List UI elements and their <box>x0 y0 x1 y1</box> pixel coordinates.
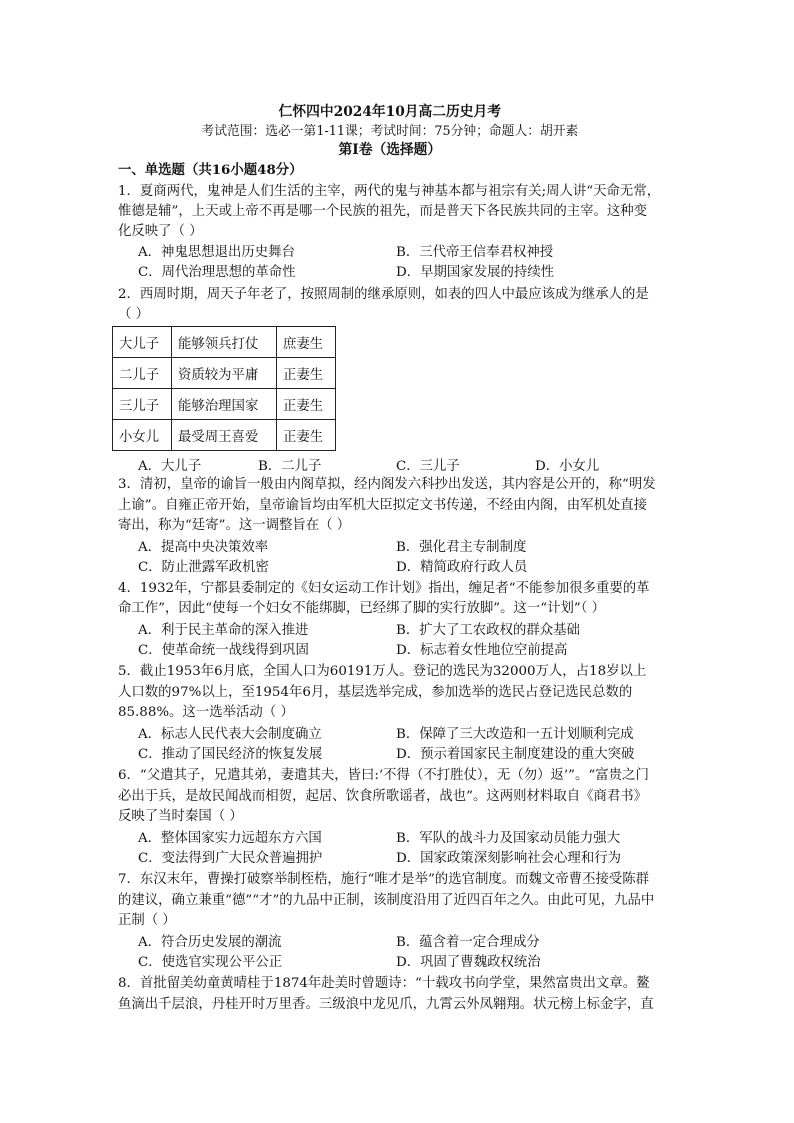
q5-stem-line: 人口数的97%以上，至1954年6月，基层选举完成，参加选举的选民占登记选民总数的 <box>118 685 633 700</box>
exam-meta: 考试范围：选必一第1-11课；考试时间：75分钟；命题人：胡开素 <box>201 124 579 139</box>
table-row <box>113 389 336 420</box>
q3-stem-line: 3．清初，皇帝的谕旨一般由内阁草拟，经内阁发六科抄出发送，其内容是公开的，称“明发 <box>118 477 656 492</box>
table-row <box>113 327 336 358</box>
q5-stem-line: 85.88%。这一选举活动（ ） <box>118 705 294 720</box>
q2-option-d: D．小女儿 <box>535 459 600 474</box>
table-cell: 能够领兵打仗 <box>172 327 277 358</box>
q4-option-c: C．使革命统一战线得到巩固 <box>138 643 309 658</box>
q4-option-b: B．扩大了工农政权的群众基础 <box>396 623 580 638</box>
exam-title: 仁怀四中2024年10月高二历史月考 <box>278 104 502 120</box>
q3-stem-line: 寄出，称为“廷寄”。这一调整旨在（ ） <box>118 518 351 533</box>
section-heading: 一、单选题（共16小题48分） <box>118 162 303 178</box>
table-cell: 庶妻生 <box>277 327 336 358</box>
q6-stem-line: 必出于兵，是故民闻战而相贺，起居、饮食所歌谣者，战也”。这两则材料取自《商君书》 <box>118 789 648 804</box>
table-cell: 二儿子 <box>113 358 172 389</box>
q4-stem-line: 命工作”，因此“使每一个妇女不能绑脚，已经绑了脚的实行放脚”。这一“计划”（ ） <box>118 601 606 616</box>
q5-stem-line: 5．截止1953年6月底，全国人口为60191万人。登记的选民为32000万人，占18岁以上 <box>118 664 647 679</box>
q5-option-c: C．推动了国民经济的恢复发展 <box>138 747 323 762</box>
q6-option-a: A．整体国家实力远超东方六国 <box>138 831 322 846</box>
q2-stem-line: （ ） <box>118 307 150 322</box>
q7-stem-line: 正制（ ） <box>118 913 176 928</box>
q1-stem-line: 化反映了（ ） <box>118 224 203 239</box>
q2-stem-line: 2．西周时期，周天子年老了，按照周制的继承原则，如表的四人中最应该成为继承人的是 <box>118 287 649 302</box>
q6-option-d: D．国家政策深刻影响社会心理和行为 <box>396 851 621 866</box>
q1-option-a: A．神鬼思想退出历史舞台 <box>138 245 295 260</box>
q4-stem-line: 4．1932年，宁都县委制定的《妇女运动工作计划》指出，缠足者“不能参加很多重要的革 <box>118 581 650 596</box>
table-row <box>113 420 336 451</box>
table-cell: 能够治理国家 <box>172 389 277 420</box>
volume-heading: 第Ⅰ卷（选择题） <box>338 142 442 158</box>
q3-option-d: D．精简政府行政人员 <box>396 560 528 575</box>
q8-stem-line: 8．首批留美幼童黄晴桂于1874年赴美时曾题诗：“十载攻书向学堂，果然富贵出文章。鳌 <box>118 976 650 991</box>
q1-stem-line: 1．夏商两代，鬼神是人们生活的主宰，两代的鬼与神基本都与祖宗有关;周人讲“天命无常， <box>118 184 661 199</box>
table-cell: 小女儿 <box>113 420 172 451</box>
q4-option-a: A．利于民主革命的深入推进 <box>138 623 309 638</box>
q1-stem-line: 惟德是辅”，上天或上帝不再是哪一个民族的祖先，而是普天下各民族共同的主宰。这种变 <box>118 204 648 219</box>
table-cell: 正妻生 <box>277 420 336 451</box>
table-cell: 正妻生 <box>277 389 336 420</box>
q7-option-c: C．使选官实现公平公正 <box>138 955 283 970</box>
q7-option-d: D．巩固了曹魏政权统治 <box>396 955 541 970</box>
q1-option-c: C．周代治理思想的革命性 <box>138 265 296 280</box>
table-cell: 资质较为平庸 <box>172 358 277 389</box>
q7-option-b: B．蕴含着一定合理成分 <box>396 935 540 950</box>
q2-option-c: C．三儿子 <box>396 459 460 474</box>
table-cell: 最受周王喜爱 <box>172 420 277 451</box>
q7-stem-line: 7．东汉末年，曹操打破察举制桎梏，施行“唯才是举”的选官制度。而魏文帝曹丕接受陈群 <box>118 872 650 887</box>
q3-stem-line: 上谕”。自雍正帝开始，皇帝谕旨均由军机大臣拟定文书传递，不经由内阁，由军机处直接 <box>118 498 648 513</box>
q8-stem-line: 鱼滴出千层浪，丹桂开时万里香。三级浪中龙见爪，九霄云外凤翱翔。状元榜上标金字，直 <box>118 997 654 1012</box>
table-cell: 大儿子 <box>113 327 172 358</box>
q2-option-a: A．大儿子 <box>138 459 202 474</box>
q1-option-d: D．早期国家发展的持续性 <box>396 265 555 280</box>
q6-stem-line: 6．“父遣其子，兄遣其弟，妻遣其夫，皆曰:‘不得（不打胜仗），无（勿）返’”。“富贵之门 <box>118 768 649 783</box>
q3-option-c: C．防止泄露军政机密 <box>138 560 269 575</box>
q6-option-c: C．变法得到广大民众普遍拥护 <box>138 851 323 866</box>
table-row <box>113 358 336 389</box>
q5-option-b: B．保障了三大改造和一五计划顺利完成 <box>396 727 634 742</box>
q3-option-b: B．强化君主专制制度 <box>396 540 527 555</box>
q6-stem-line: 反映了当时秦国（ ） <box>118 809 243 824</box>
q6-option-b: B．军队的战斗力及国家动员能力强大 <box>396 831 621 846</box>
table-cell: 正妻生 <box>277 358 336 389</box>
succession-table <box>112 326 336 451</box>
table-cell: 三儿子 <box>113 389 172 420</box>
q2-option-b: B．二儿子 <box>258 459 322 474</box>
q1-option-b: B．三代帝王信奉君权神授 <box>396 245 554 260</box>
q7-option-a: A．符合历史发展的潮流 <box>138 935 282 950</box>
q5-option-a: A．标志人民代表大会制度确立 <box>138 727 322 742</box>
q3-option-a: A．提高中央决策效率 <box>138 540 269 555</box>
q5-option-d: D．预示着国家民主制度建设的重大突破 <box>396 747 635 762</box>
q7-stem-line: 的建议，确立兼重“德”“才”的九品中正制，该制度沿用了近四百年之久。由此可见，九品中 <box>118 893 655 908</box>
q4-option-d: D．标志着女性地位空前提高 <box>396 643 568 658</box>
